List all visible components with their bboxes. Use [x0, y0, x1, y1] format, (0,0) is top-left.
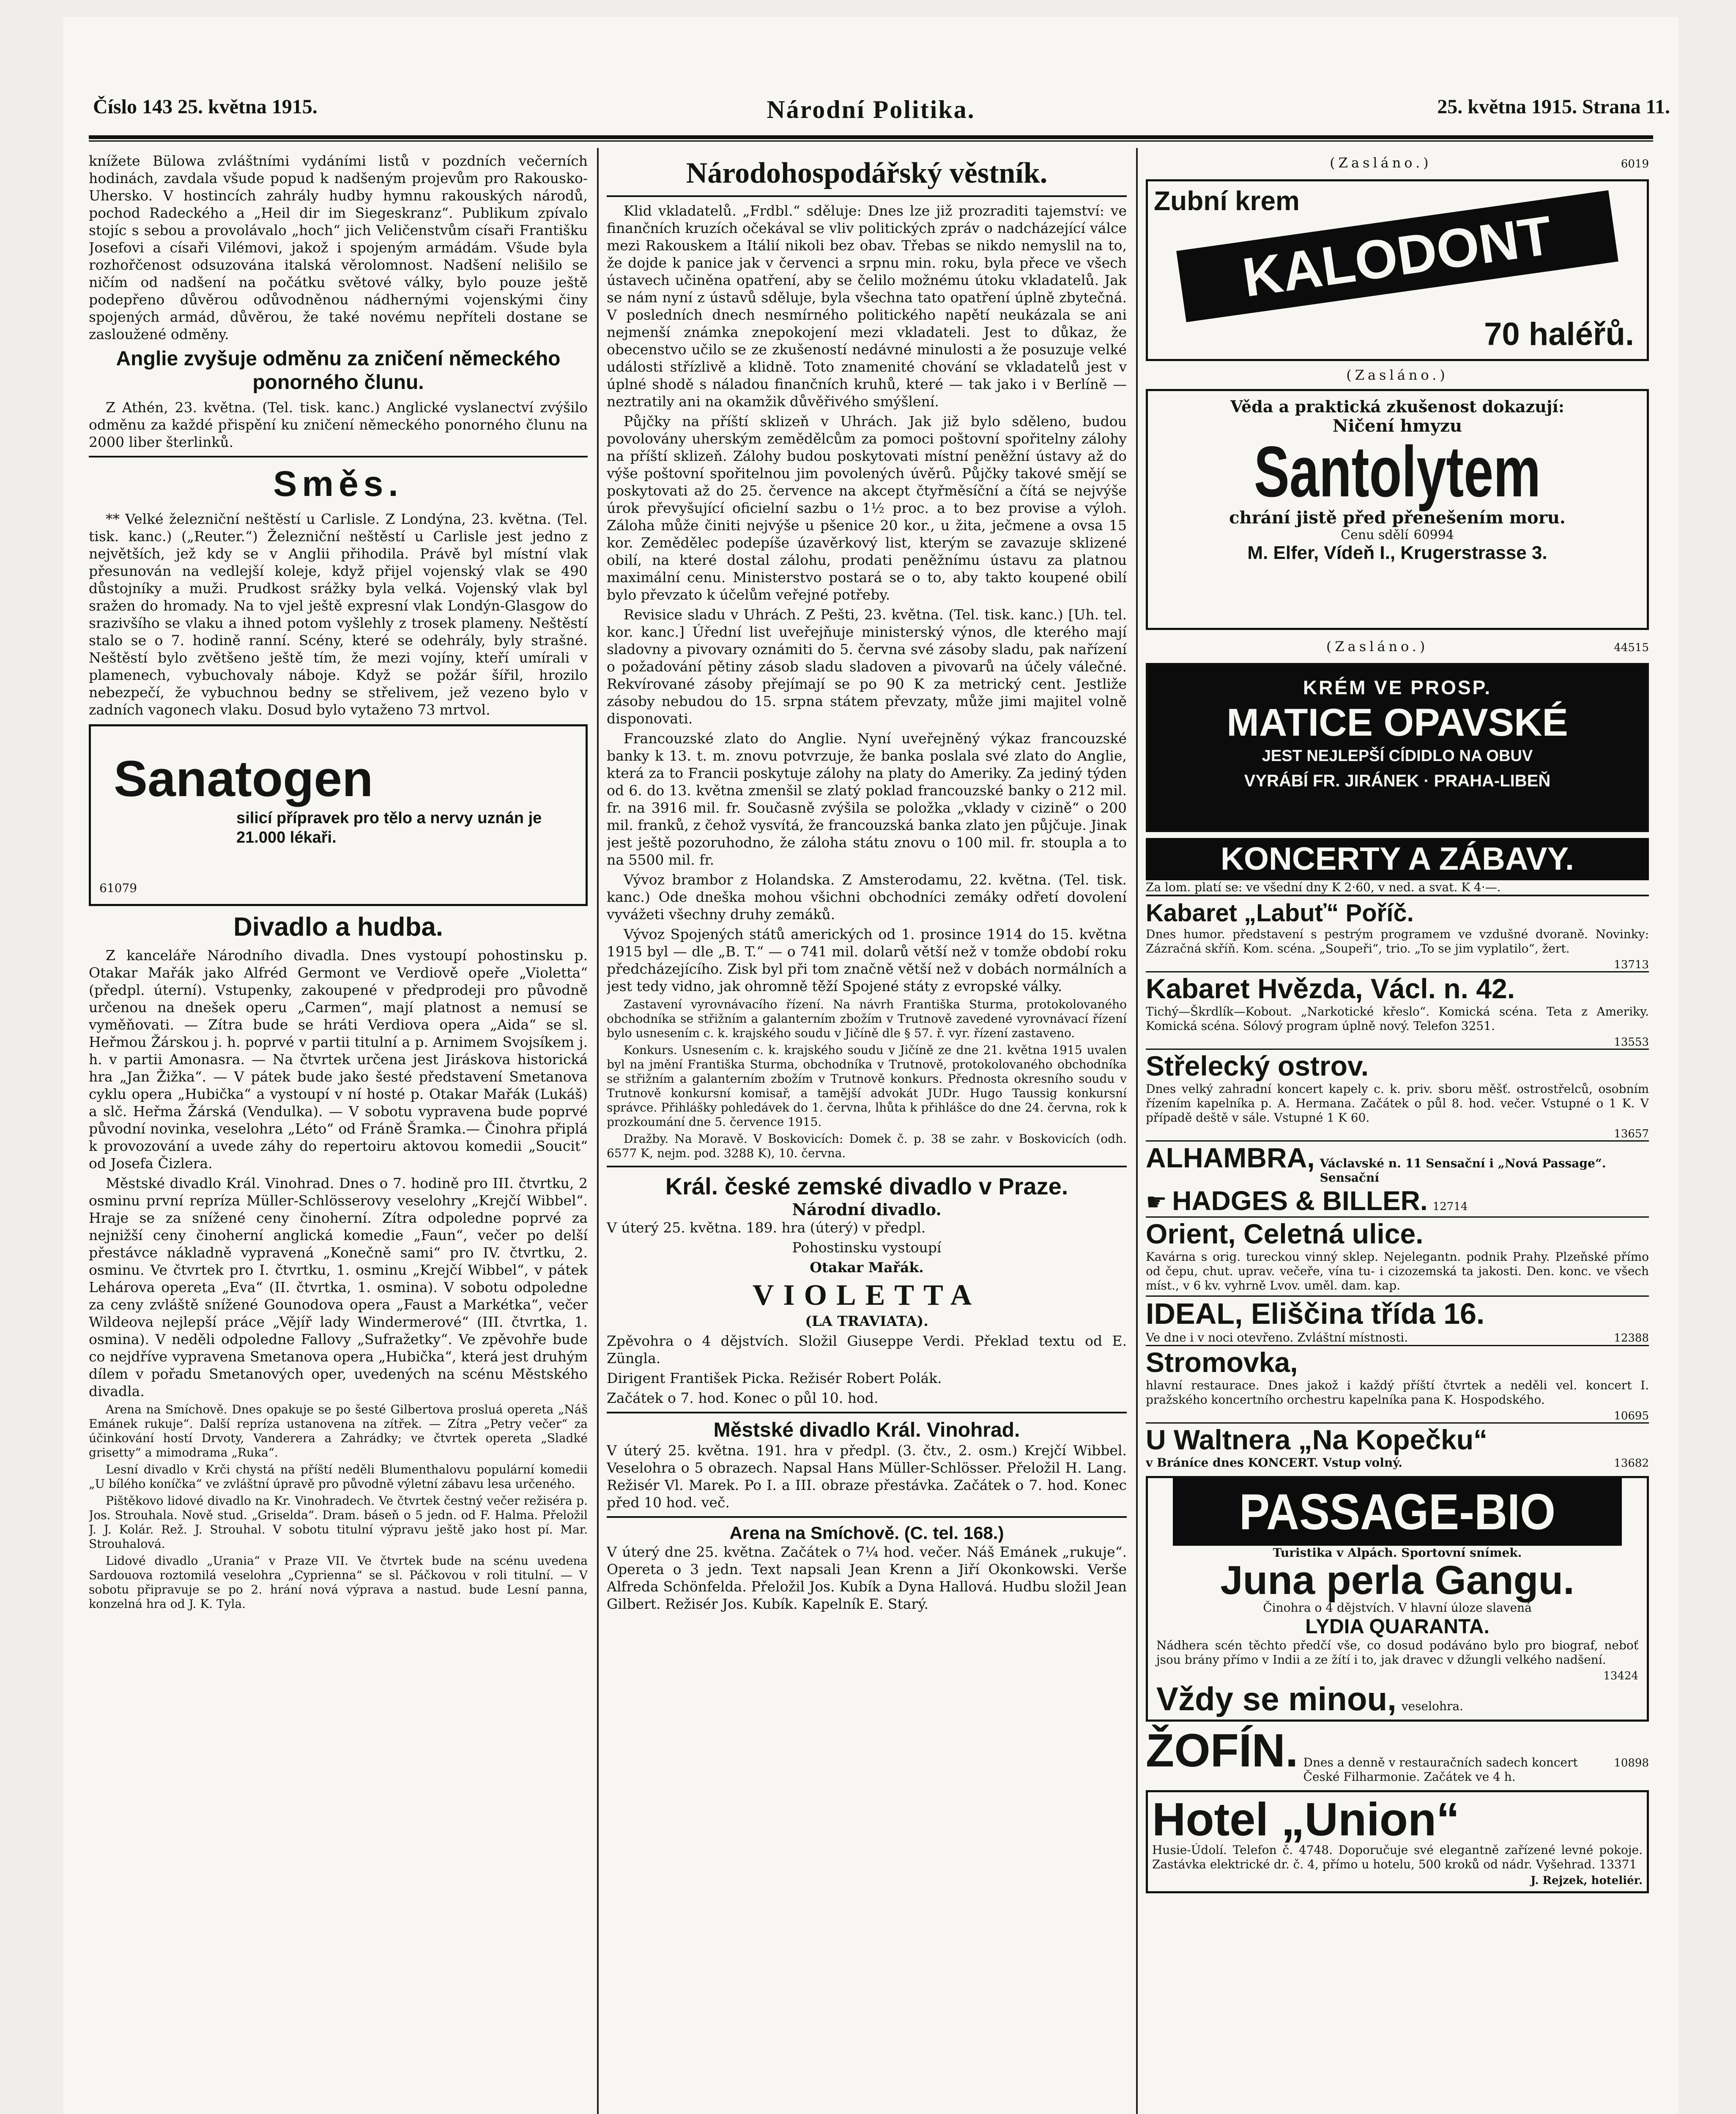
anglie-article: Z Athén, 23. května. (Tel. tisk. kanc.) Anglické vyslanectví zvýšilo odměnu za každé přispění ku zničení německého ponorného člunu na 2000 liber šterlinků. [89, 399, 588, 450]
narodni-divadlo-article: Z kanceláře Národního divadla. Dnes vystoupí pohostinsku p. Otakar Mařák jako Alfréd Germont ve Verdiově opeře „Violetta“ (předpl. úterní). Vstupenky, zakoupené v předprodeji pro původně určenou na dnešek operu „Carmen“, mají platnost a nemusí se vyměňovati. — Zítra bude se hráti Verdiova opera „Aida“ se sl. Heřmou Žárskou j. h. poprvé v partii titulní a p. Arnimem Svojsíkem j. h. v partii Amonasra. — Na čtvrtek určena jest Jiráskova historická hra „Jan Žižka“. — V pátek bude jako šesté představení Smetanova cyklu opera „Hubička“ a vystoupí v ní hosté p. Otakar Mařák (Lukáš) a slč. Heřma Žárská (Vendulka). — V sobotu vypravena bude poprvé původní novinka, veselohra „Léto“ od Fráně Šramka.— Činohra připlá k provozování a uvede záhy do repertoiru aktovou komedii „Soucit“ od Josefa Čizlera. [89, 947, 588, 1172]
santolyt-number: 60994 [1413, 528, 1454, 542]
hadges-row [1146, 1185, 1649, 1216]
ad-number: 44515 [1614, 641, 1649, 654]
santolyt-claim: chrání jistě před přenešením moru. [1229, 508, 1566, 528]
ideal-row [1146, 1331, 1649, 1345]
matice-brand: MATICE OPAVSKÉ [1227, 701, 1568, 744]
smes-heading: Směs. [273, 464, 403, 504]
passage-line: Turistika v Alpách. Sportovní snímek. [1273, 1546, 1522, 1560]
labut-text: Dnes humor. představení s pestrým programem ve vzdušné dvoraně. Novinky: Zázračná skříň. Kom. scéna. „Soupeři“, trio. „To se jim vyplatilo“, žert. [1146, 927, 1649, 956]
violetta-dirigent: Dirigent František Picka. Režisér Robert Polák. [607, 1370, 942, 1386]
newspaper-page [63, 17, 1678, 2114]
hotel-owner: J. Rejzek, hoteliér. [1531, 1874, 1643, 1887]
drazby-article: Dražby. Na Moravě. V Boskovicích: Domek č. p. 38 se zahr. v Boskovicích (odh. 6577 K, nejm. pod. 3288 K), 10. června. [607, 1132, 1127, 1160]
hadges-title: HADGES & BILLER. [1172, 1186, 1428, 1216]
violetta-description: Zpěvohra o 4 dějstvích. Složil Giuseppe Verdi. Překlad textu od E. Züngla. [607, 1333, 1127, 1366]
zofin-title: ŽOFÍN. [1146, 1725, 1298, 1777]
stromovka-text: hlavní restaurace. Dnes jakož i každý příští čtvrtek a neděli vel. koncert I. pražského koncertního orchestru kapelníka pana K. Hospodského. [1146, 1378, 1649, 1407]
pointing-hand-icon: ☛ [1146, 1188, 1167, 1216]
kral-divadlo-date: V úterý 25. května. 189. hra (úterý) v předpl. [607, 1219, 926, 1236]
ad-number: 13424 [1603, 1670, 1638, 1682]
juna-description: Nádhera scén těchto předčí vše, co dosud podáváno bylo pro biograf, neboť jsou brány přímo v Indii a ze žítí i to, jak dravec v džungli velkého nadšení. [1156, 1638, 1638, 1667]
revisice-article: Revisice sladu v Uhrách. Z Pešti, 23. května. (Tel. tisk. kanc.) [Uh. tel. kor. kanc.] Úřední list uveřejňuje ministerský výnos, dle kterého mají sladovny a pivovary oznámiti do 5. června své zásoby sladu, pak nařízení o požadování pětiny zásob sladu sladoven a pivovarů na účely válečné. Rekvírované zásoby přejímají se po 90 K za metrický cent. Jestliže zásoby nebudou do 15. srpna státem převzaty, může jimi majitel volně disponovati. [607, 606, 1127, 727]
arena-title: Arena na Smíchově. (C. tel. 168.) [729, 1523, 1004, 1543]
vyrovnavaci-article: Zastavení vyrovnávacího řízení. Na návrh Františka Sturma, protokolovaného obchodníka se střižním a galanterním zbožím v Trutnově zavedené vyrovnávací řízení bylo usnesením c. k. krajského soudu v Jičíně dle § 57. ř. vyr. řízení zastaveno. [607, 997, 1127, 1040]
divadlo-headline: Divadlo a hudba. [233, 912, 444, 942]
alhambra-subtitle: Václavské n. 11 Sensační i „Nová Passage“. Sensační [1320, 1156, 1606, 1185]
column-2 [607, 152, 1127, 2114]
kral-divadlo-guest: Pohostinsku vystoupí [792, 1239, 942, 1256]
ideal-text: Ve dne i v noci otevřeno. Zvláštní místnosti. [1146, 1331, 1408, 1345]
santolyt-brand: Santolytem [1254, 432, 1541, 512]
vzdy-row [1148, 1682, 1647, 1720]
santolyt-subtitle: Ničení hmyzu [1332, 416, 1462, 436]
santolyt-address: M. Elfer, Vídeň I., Krugerstrasse 3. [1247, 542, 1547, 563]
ad-number: 13682 [1614, 1457, 1649, 1470]
ad-number: 13713 [1614, 958, 1649, 971]
passage-title: PASSAGE-BIO [1173, 1478, 1622, 1546]
anglie-headline: Anglie zvyšuje odměnu za zničení německého ponorného člunu. [116, 348, 561, 394]
page-header [63, 91, 1678, 131]
zaslano-1-row [1146, 152, 1649, 173]
sanatogen-brand: Sanatogen [114, 750, 373, 807]
santolyt-ad [1146, 389, 1649, 630]
header-left: Číslo 143 25. května 1915. [93, 96, 318, 118]
mestske-divadlo-program: V úterý 25. května. 191. hra v předpl. (3. čtv., 2. osm.) Krejčí Wibbel. Veselohra o 5 obrazech. Napsal Hans Müller-Schlösser. Přeložil H. Lang. Režisér Vl. Marek. Po I. a III. obraze přestávka. Začátek o 7. hod. Konec před 10 hod. več. [607, 1442, 1127, 1511]
sanatogen-ad [89, 724, 588, 906]
brambory-article: Vývoz brambor z Holandska. Z Amsterodamu, 22. května. (Tel. tisk. kanc.) Ode dneška mohou všichni obchodníci zemáky odřetí dovolení vyvážeti všechny druhy zemáků. [607, 871, 1127, 923]
santolyt-tagline: Věda a praktická zkušenost dokazují: [1230, 397, 1564, 416]
violetta-times: Začátek o 7. hod. Konec o půl 10. hod. [607, 1390, 879, 1406]
sanatogen-claim: silicí přípravek pro tělo a nervy uznán je 21.000 lékaři. [236, 809, 542, 846]
hotel-text: Husie-Údolí. Telefon č. 4748. Doporučuje své elegantně zařízené levné pokoje. Zastávka elektrické dr. č. 4, přímo u hotelu, 500 kroků od nádr. Vyšehrad. 13371 [1152, 1843, 1643, 1871]
column-3 [1146, 152, 1649, 2114]
ad-number: 12714 [1432, 1200, 1468, 1213]
strelecky-text: Dnes velký zahradní koncert kapely c. k. priv. sboru měšť. ostrostřelců, osobním řízením kapelníka p. A. Hermana. Začátek o půl 8. hod. večer. Vstupné o 1 K. V případě deště v sále. Vstupné 1 K 60. [1146, 1082, 1649, 1125]
matice-ad [1146, 663, 1649, 832]
konkurs-article: Konkurs. Usnesením c. k. krajského soudu v Jičíně ze dne 21. května 1915 uvalen byl na jmění Františka Sturma, obchodníka v Trutnově, protokolovaného obchodníka se střižním a galanterním zbožím v Trutnově konkurs. Přednosta okresního soudu v Trutnově konkursní komisař, a tamější advokát JUDr. Hugo Taussig konkursní správce. Přihlášky pohledávek do 1. června, lhůta k přihlášce do dne 24. června, rok k prozkoumání dne 5. července 1915. [607, 1043, 1127, 1129]
hotel-title: Hotel „Union“ [1152, 1794, 1460, 1846]
ad-number: 12388 [1614, 1332, 1649, 1345]
header-right: 25. května 1915. Strana 11. [1437, 96, 1670, 118]
kalodont-price: 70 haléřů. [1484, 316, 1634, 352]
vinohrady-article: Městské divadlo Král. Vinohrad. Dnes o 7. hodině pro III. čtvrtku, 2 osminu první repríza Müller-Schlösserovy veselohry „Krejčí Wibbel“. Hraje se za snížené ceny činoherní. Zítra odpoledne poprvé za nejnižší ceny činoherní anglická komedie „Faun“, večer po delší přestávce nákladně vypravená „Konečně sami“ pro IV. čtvrtku, 2. osminu. Ve čtvrtek pro I. čtvrtku, 1. osminu „Krejčí Wibbel“, v pátek Lehárova opereta „Eva“ (II. čtvrtka, 1. osmina). V sobotu odpoledne za ceny zvláště snížené Gounodova opera „Faust a Markétka“, večer Wildeova nejlepší práce „Vějíř lady Windermerové“ (III. čtvrtka, 1. osmina). V neděli odpoledne Fallovy „Sufražetky“. Ve zpěvohře bude co nejdříve vypravena Smetanova opera „Hubička“, která jest druhým dílem v pořadu Smetanových oper, uvedených na scénu Městského divadla. [89, 1175, 588, 1399]
lydia-name: LYDIA QUARANTA. [1305, 1616, 1490, 1638]
vzdy-subtitle: veselohra. [1401, 1699, 1463, 1713]
sanatogen-number: 61079 [99, 881, 137, 895]
pistekovo-article: Pištěkovo lidové divadlo na Kr. Vinohradech. Ve čtvrtek čestný večer režiséra p. Jos. Strouhala. Nově stud. „Griselda“. Dram. báseň o 5 jedn. od F. Halma. Přeložil J. J. Kolár. Rež. J. Strouhal. V sobotu titulní výpravu ještě jako host pí. Mar. Strouhalová. [89, 1494, 588, 1551]
waltnera-row [1146, 1456, 1649, 1470]
urania-article: Lidové divadlo „Urania“ v Praze VII. Ve čtvrtek bude na scénu uvedena Sardouova roztomilá veselohra „Cyprienna“ se sl. Páčkovou v roli titulní. — V sobotu připravuje se po 2. hrání nová výprava a nastud. bude Lesní panna, konzelná hra od J. K. Tyla. [89, 1554, 588, 1611]
zofin-row [1146, 1725, 1649, 1784]
violetta-title: VIOLETTA [752, 1279, 981, 1312]
carlisle-article: ** Velké železniční neštěstí u Carlisle. Z Londýna, 23. května. (Tel. tisk. kanc.) („Reuter.“) Železniční neštěstí u Carlisle jest jedno z největších, jež kdy se v Anglii přihodila. Právě byl místní vlak přesunován na vedlejší koleje, když přijel vojenský vlak se 490 důstojníky a muži. Prudkost srážky byla velká. Vojenský vlak byl sražen do hromady. Na to vjel ještě expresní vlak Londýn-Glasgow do srazivšího se vlaku a ihned potom vyšlehly z trosek plameny. Neštěstí stalo se o 7. hodině ranní. Scény, které se odehrály, byly strašné. Neštěstí bylo zvětšeno ještě tím, že mezi vojíny, kteří umírali v plamenech, vybuchovaly náboje. Když se požár šířil, hrozilo nebezpečí, že vybuchnou bedny se střelivem, jež vezeno bylo v zadních vagonech vlaku. Dosud bylo vytaženo 73 mrtvol. [89, 511, 588, 718]
hvezda-title: Kabaret Hvězda, Václ. n. 42. [1146, 971, 1649, 1005]
santolyt-price: Cenu sdělí [1341, 528, 1409, 542]
matice-bottom: VYRÁBÍ FR. JIRÁNEK · PRAHA-LIBEŇ [1244, 772, 1551, 790]
kalodont-line1: Zubní krem [1154, 186, 1300, 216]
section-rule [607, 195, 1127, 197]
waltnera-title: U Waltnera „Na Kopečku“ [1146, 1422, 1649, 1456]
strelecky-title: Střelecký ostrov. [1146, 1049, 1649, 1082]
lesni-divadlo-article: Lesní divadlo v Krči chystá na příští neděli Blumenthalovu populární komedii „U bílého koníčka“ ve zvláštní úpravě pro původně výletní zábavu lesa určeného. [89, 1462, 588, 1491]
ad-number: 6019 [1621, 158, 1649, 170]
ideal-title: IDEAL, Eliščina třída 16. [1146, 1295, 1649, 1331]
ad-number: 13553 [1614, 1036, 1649, 1049]
bulow-article: knížete Bülowa zvláštními vydáními listů v pozdních večerních hodinách, zavdala všude popud k nadšeným projevům pro Rakousko-Uhersko. V hostincích zahrály hudby hymnu rakouských národů, pochod Radeckého a „Heil dir im Siegeskranz“. Publikum zpívalo stojíc s sebou a provolávalo „hoch“ jich Veličenstvům císaři Františku Josefovi a císaři Vilémovi, jakož i spojeným armádám. Všude byla rozhořčenost odsuzována italská věrolomnost. Nadšení nelišilo se ničím od nadšení na počátku světové války, bylo pouze ještě podepřeno důvěrou odůvodněnou nádhernými vojenskými činy spojených armád, důvěrou, že také novému nepříteli dostane se zasloužené odměny. [89, 153, 588, 342]
kral-divadlo-actor: Otakar Mařák. [810, 1259, 924, 1276]
pujcky-article: Půjčky na příští sklizeň v Uhrách. Jak již bylo sděleno, budou povolovány uherským zemědělcům za pomoci poštovní spořitelny zálohy na příští sklizeň. Zálohy budou poskytovati místní peněžní ústavy až do výše poštovní spořitelnou jim povolených úvěrů. Půjčky takové smějí se poskytovati až do 25. července na akcept čtyřměsíční a čítá se nejvýše úrok převyšující oficielní sazbu o 1½ proc. a to bez provise a výloh. Záloha může činiti nejvýše u pšenice 20 kor., u žita, ječmene a ovsa 15 kor. Zemědělec podepíše úzavěrkový list, kterým se zavazuje sklizené obilí, na které dostal zálohu, prodati peněžnímu ústavu za platnou maximální cenu. Ministerstvo postará se o to, aby takto koupené obilí bylo převzato k účelům veřejné potřeby. [607, 413, 1127, 603]
column-divider-2 [1136, 148, 1138, 2114]
arena-article: Arena na Smíchově. Dnes opakuje se po šesté Gilbertova prosluá opereta „Náš Emánek rukuje“. Další repríza ustanovena na zítřek. — Zítra „Petry večer“ za účinkování hostí Drvoty, Vanderera a Zahrádky; ve čtvrtek opereta „Sladké grisetty“ a mimodrama „Ruka“. [89, 1402, 588, 1460]
kalodont-ad [1146, 179, 1649, 361]
kral-divadlo-subtitle: Národní divadlo. [792, 1200, 942, 1219]
klid-vkladatelu-article: Klid vkladatelů. „Frdbl.“ sděluje: Dnes lze již prozraditi tajemství: ve finančních kruzích očekával se vliv politických zpráv o nadcházející válce mezi Rakouskem a Itálií nikoli bez obav. Třebas se nikdo nemyslil na to, že dojde k panice jak v červenci a srpnu min. roku, byla přece ve všech ústavech učiněna opatření, aby se čelilo možnému útoku vkladatelů. Jak se nám nyní z ústavů sděluje, byla všechna tato opatření úplně zbytečná. V posledních dnech nesmírného politického napětí neukázala se ani nejmenší známka znepokojení mezi vkladateli. Jest to důkaz, že obecenstvo učilo se ze zkušeností nedávné minulosti a že posuzuje velké události střízlivě a klidně. Toto znamenité chování se vkladatelů jest v úplné shodě s náladou finančních kruhů, které — tak jako i v Berlíně — neztratily ani na okamžik důvěřivého smýšlení. [607, 203, 1127, 410]
matice-top: KRÉM VE PROSP. [1303, 676, 1492, 698]
arena-program: V úterý dne 25. května. Začátek o 7¼ hod. večer. Náš Emánek „rukuje“. Opereta o 3 jedn. Text napsali Jean Krenn a Jiří Okonkowski. Verše Alfreda Schönfelda. Přeložil Jos. Kubík a Dyna Hallová. Hudbu složil Jean Gilbert. Režisér Jos. Kubík. Kapelník E. Starý. [607, 1544, 1127, 1612]
matice-middle: JEST NEJLEPŠÍ CÍDIDLO NA OBUV [1262, 747, 1533, 765]
kalodont-brand: KALODONT [1176, 190, 1618, 322]
labut-title: Kabaret „Labuť“ Poříč. [1146, 899, 1414, 927]
header-rule [89, 135, 1653, 139]
kral-divadlo-title: Král. české zemské divadlo v Praze. [665, 1173, 1068, 1199]
zlato-article: Francouzské zlato do Anglie. Nyní uveřejněný výkaz francouzské banky k 13. t. m. znovu potvrzuje, že banka poslala své zlato do Anglie, která za to Francii poskytuje zálohy na platy do Ameriky. Za jediný týden od 6. do 13. května zmenšil se zlatý poklad francouzské banky o 212 mil. fr. na 3916 mil. fr. Současně zvýšila se položka „vklady v cizině“ o 200 mil. franků, z čehož vysvítá, že francouzská banka zlato jen půjčuje. Jinak jest ještě pozoruhodno, že záloha státu znovu o 100 mil. fr. stoupla a to na 5500 mil. fr. [607, 730, 1127, 868]
hvezda-text: Tichý—Škrdlík—Kobout. „Narkotické křeslo“. Komická scéna. Teta z Ameriky. Komická scéna. Sólový program úplně nový. Telefon 3251. [1146, 1005, 1649, 1033]
section-rule [607, 1516, 1127, 1518]
ad-number: 10898 [1614, 1757, 1649, 1769]
zofin-text: Dnes a denně v restauračních sadech koncert České Filharmonie. Začátek ve 4 h. [1303, 1755, 1578, 1784]
section-rule [607, 1412, 1127, 1413]
juna-text: Činohra o 4 dějstvích. V hlavní úloze slavená [1263, 1601, 1532, 1615]
economy-section-title: Národohospodářský věstník. [686, 157, 1048, 189]
alhambra-title: ALHAMBRA, [1146, 1142, 1315, 1173]
violetta-subtitle: (LA TRAVIATA). [805, 1313, 928, 1329]
orient-text: Kavárna s orig. tureckou vinný sklep. Nejelegantn. podnik Prahy. Plzeňské přímo od čepu, chut. uprav. večeře, vína tu- i cizozemská ta jakosti. Den. konc. ve všech míst., v 6 kv. vyhrně Lvov. uměl. dam. kap. [1146, 1250, 1649, 1292]
santolyt-price-row [1154, 528, 1641, 542]
ad-number: 10695 [1614, 1410, 1649, 1422]
juna-title: Juna perla Gangu. [1220, 1558, 1574, 1603]
section-rule [607, 1166, 1127, 1167]
column-divider-1 [597, 148, 599, 2114]
ad-number: 13657 [1614, 1128, 1649, 1140]
alhambra-row [1146, 1140, 1649, 1185]
zaslano-label: (Zasláno.) [1330, 155, 1432, 171]
koncerty-heading: KONCERTY A ZÁBAVY. [1146, 838, 1649, 880]
zaslano-3-row [1146, 636, 1649, 657]
header-title: Národní Politika. [767, 96, 975, 123]
vzdy-title: Vždy se minou, [1156, 1680, 1396, 1717]
zaslano-label: (Zasláno.) [1346, 367, 1448, 383]
waltnera-text: v Bráníce dnes KONCERT. Vstup volný. [1146, 1456, 1402, 1470]
header-rule-thin [89, 140, 1653, 142]
hotel-union-ad [1146, 1790, 1649, 1893]
orient-title: Orient, Celetná ulice. [1146, 1216, 1649, 1250]
section-rule [89, 456, 588, 457]
passage-bio-ad [1146, 1476, 1649, 1722]
stromovka-title: Stromovka, [1146, 1345, 1649, 1378]
vyvoz-article: Vývoz Spojených států amerických od 1. prosince 1914 do 15. května 1915 byl — dle „B. T.“ — o 741 mil. dolarů větší než v tomže období roku předcházejícího. Zisk byl při tom značně větší než v dobách normálních a jest tedy vidno, jak ohromně těží Spojené státy z evropské války. [607, 926, 1127, 994]
column-1 [89, 152, 588, 2114]
zaslano-label: (Zasláno.) [1326, 638, 1429, 654]
mestske-divadlo-title: Městské divadlo Král. Vinohrad. [713, 1419, 1020, 1441]
koncerty-note: Za lom. platí se: ve všední dny K 2·60, v ned. a svat. K 4·—. [1146, 880, 1649, 896]
